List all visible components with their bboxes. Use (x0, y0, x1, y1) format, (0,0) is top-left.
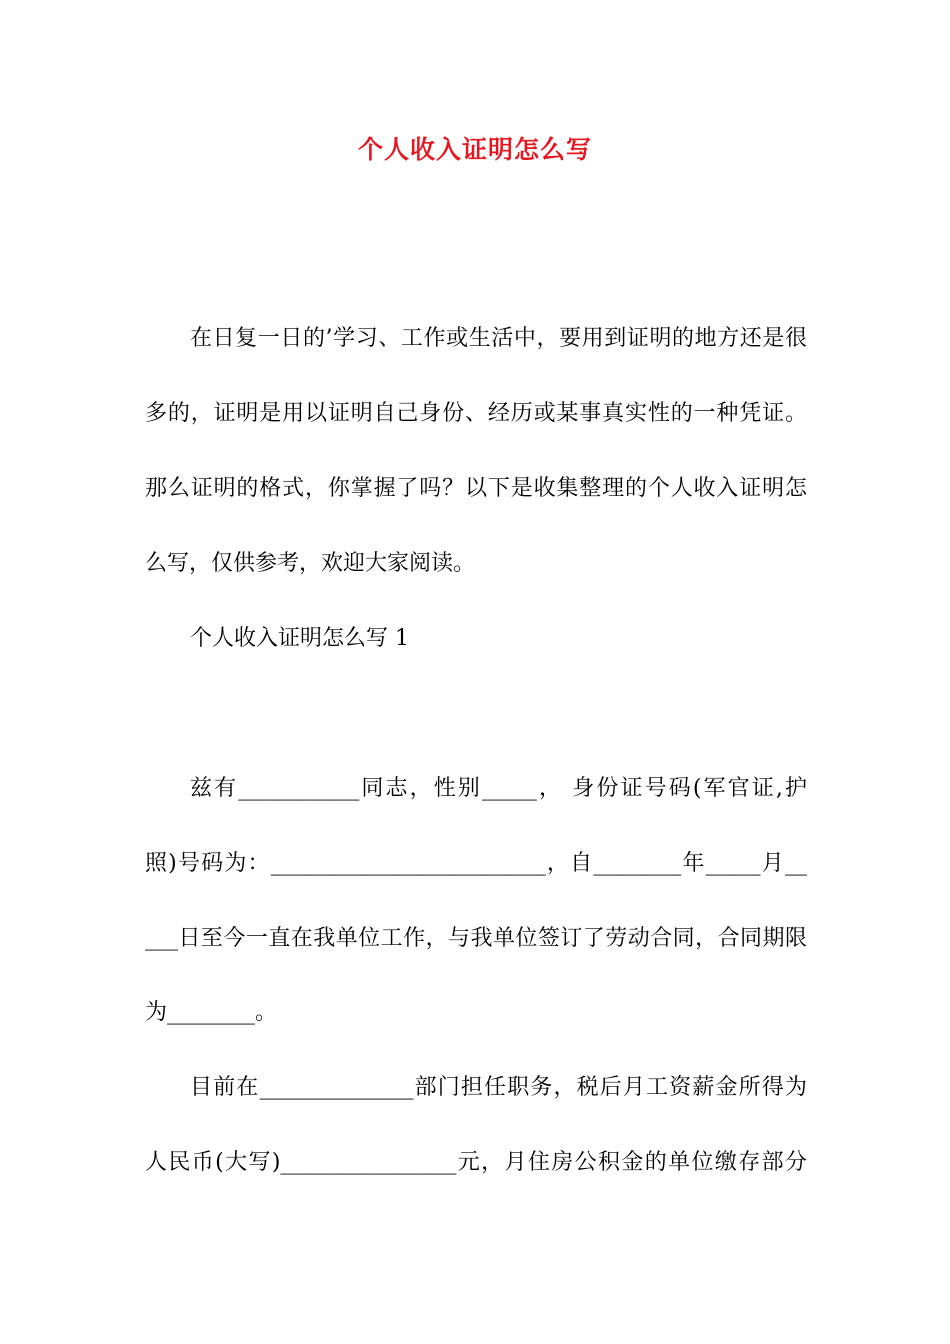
paragraph-line: 人民币(大写)________________元，月住房公积金的单位缴存部分 (145, 1150, 807, 1175)
paragraph-line: 为________。 (145, 1000, 278, 1025)
paragraph-line: 在日复一日的’学习、工作或生活中，要用到证明的地方还是很 (190, 326, 807, 351)
paragraph-line: 照)号码为：_________________________，自________年_____月__ (145, 851, 807, 876)
paragraph-line: 那么证明的格式，你掌握了吗？以下是收集整理的个人收入证明怎 (145, 476, 807, 501)
section-heading: 个人收入证明怎么写 1 (190, 626, 409, 651)
paragraph-line: 多的，证明是用以证明自己身份、经历或某事真实性的一种凭证。 (145, 401, 807, 426)
paragraph-line: 兹有___________同志，性别_____， 身份证号码(军官证,护 (190, 776, 807, 801)
paragraph-line: 目前在______________部门担任职务，税后月工资薪金所得为 (190, 1075, 807, 1100)
paragraph-line: 么写，仅供参考，欢迎大家阅读。 (145, 551, 476, 576)
document-title: 个人收入证明怎么写 (357, 135, 592, 164)
paragraph-line: ___日至今一直在我单位工作，与我单位签订了劳动合同，合同期限 (145, 926, 807, 951)
